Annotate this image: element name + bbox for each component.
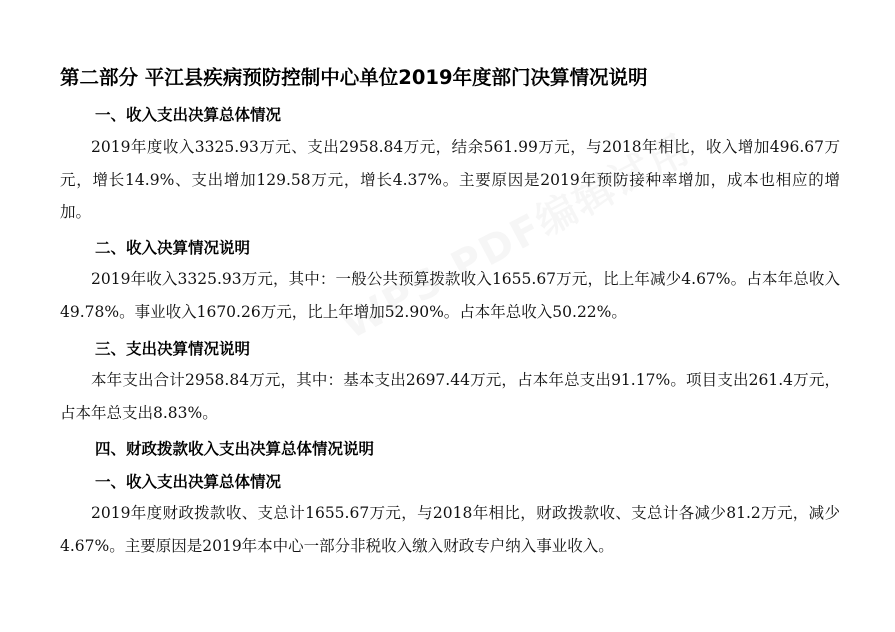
section-1-paragraph: 2019年度收入3325.93万元、支出2958.84万元，结余561.99万元，与2018年相比，收入增加496.67万元，增长14.9%、支出增加129.58万元，增长4.37%。主要原因是2019年预防接种率增加，成本也相应的增加。	[60, 138, 840, 221]
document-title: 第二部分 平江县疾病预防控制中心单位2019年度部门决算情况说明	[60, 66, 648, 89]
section-2-heading: 二、收入决算情况说明	[95, 239, 251, 257]
section-4-heading: 四、财政拨款收入支出决算总体情况说明	[95, 440, 375, 458]
section-5-paragraph: 2019年度财政拨款收、支总计1655.67万元，与2018年相比，财政拨款收、支总计各减少81.2万元，减少4.67%。主要原因是2019年本中心一部分非税收入缴入财政专户纳入事业收入。	[60, 504, 840, 555]
section-2-paragraph: 2019年收入3325.93万元，其中：一般公共预算拨款收入1655.67万元，比上年减少4.67%。占本年总收入49.78%。事业收入1670.26万元，比上年增加52.90%。占本年总收入50.22%。	[60, 270, 840, 321]
section-3-heading: 三、支出决算情况说明	[95, 340, 251, 358]
section-1-heading: 一、收入支出决算总体情况	[95, 106, 282, 124]
section-5-heading: 一、收入支出决算总体情况	[95, 473, 282, 491]
section-3-paragraph: 本年支出合计2958.84万元，其中：基本支出2697.44万元，占本年总支出91.17%。项目支出261.4万元，占本年总支出8.83%。	[60, 371, 840, 422]
